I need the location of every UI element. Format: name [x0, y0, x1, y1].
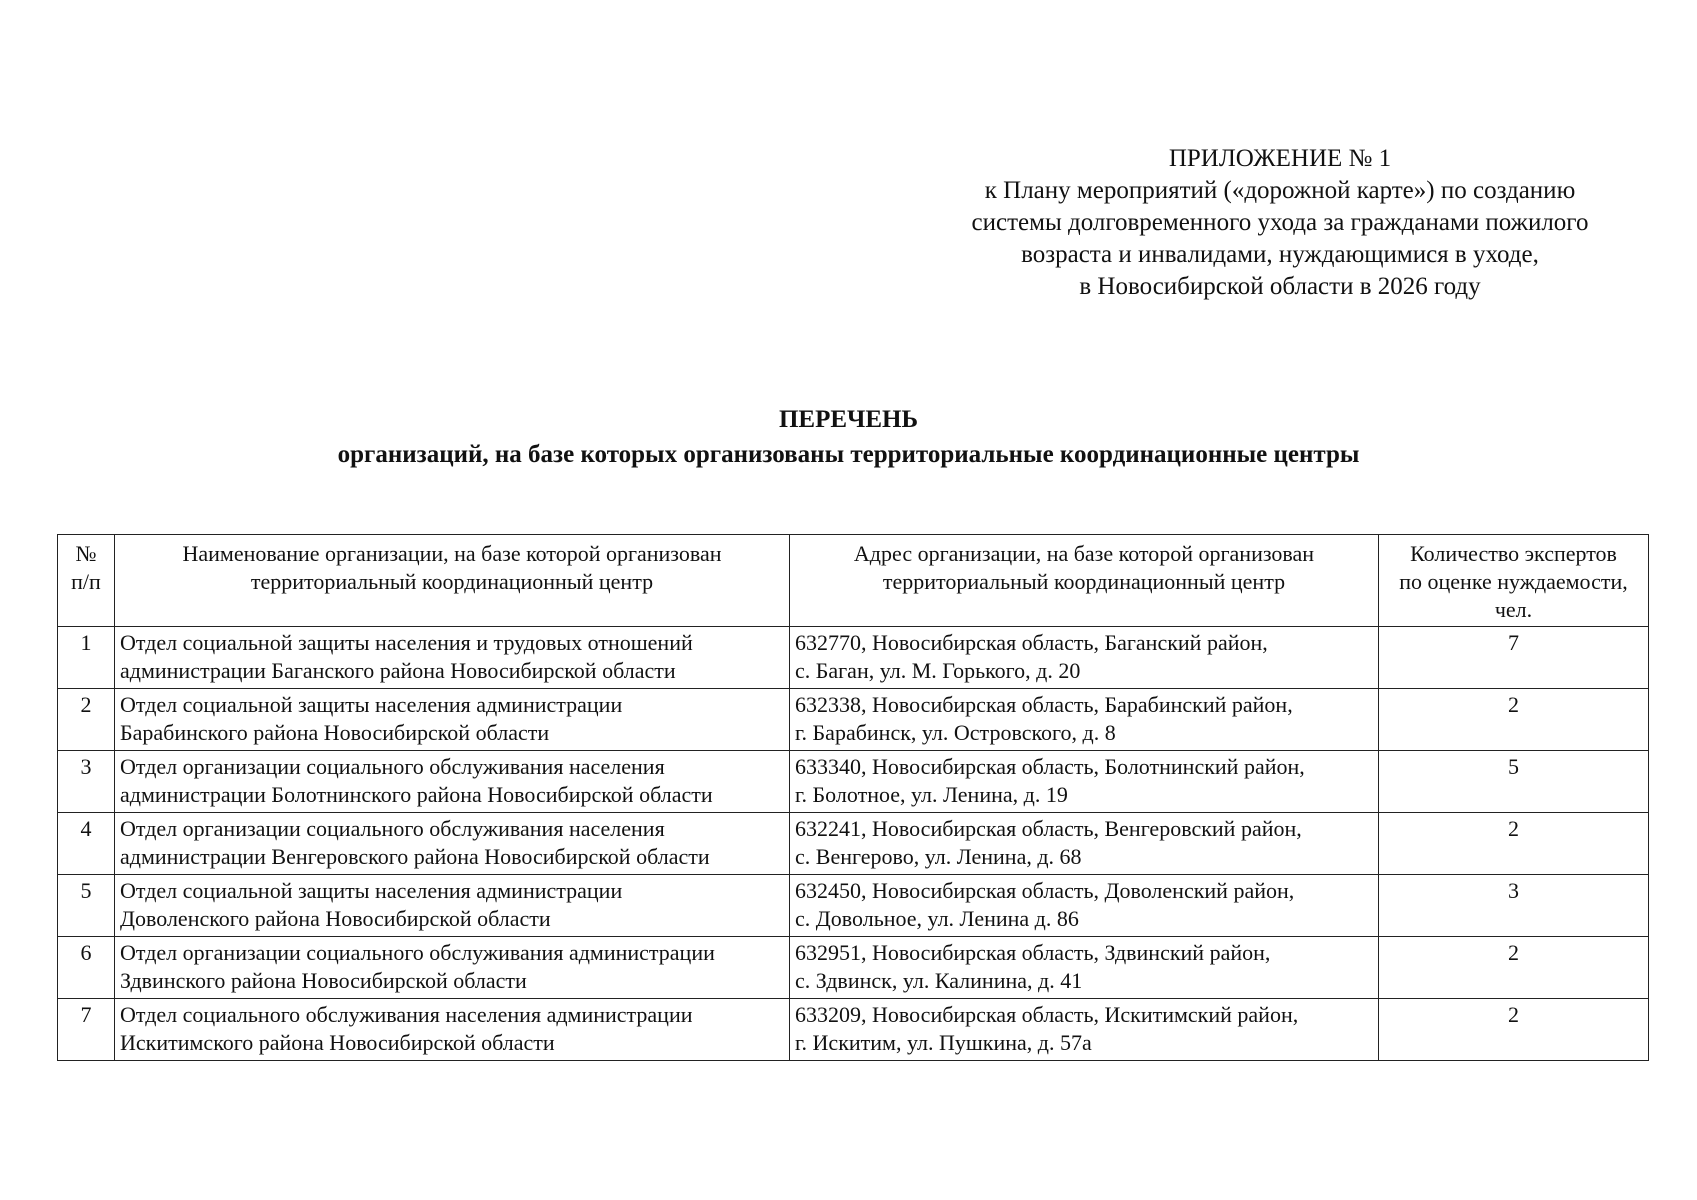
header-num-line: п/п [71, 569, 101, 594]
address-line: 632951, Новосибирская область, Здвинский район, [795, 940, 1271, 965]
row-address [790, 689, 1379, 751]
organizations-table [57, 534, 1649, 1061]
header-experts-line: Количество экспертов [1410, 541, 1617, 566]
table-row [58, 751, 1649, 813]
name-line: Отдел социальной защиты населения и трудовых отношений [120, 630, 693, 655]
header-experts [1379, 535, 1649, 627]
row-address [790, 813, 1379, 875]
document-heading [0, 402, 1697, 472]
address-line: 632770, Новосибирская область, Баганский район, [795, 630, 1268, 655]
name-line: Доволенского района Новосибирской области [120, 906, 551, 931]
name-line: Барабинского района Новосибирской области [120, 720, 550, 745]
row-num: 2 [58, 689, 115, 751]
address-line: с. Баган, ул. М. Горького, д. 20 [795, 658, 1081, 683]
address-line: 633340, Новосибирская область, Болотнинский район, [795, 754, 1305, 779]
header-address-line: Адрес организации, на базе которой организован [853, 541, 1315, 566]
row-organization-name [115, 875, 790, 937]
row-organization-name [115, 937, 790, 999]
address-line: с. Довольное, ул. Ленина д. 86 [795, 906, 1079, 931]
table-row [58, 937, 1649, 999]
appendix-line: системы долговременного ухода за гражданами пожилого [971, 209, 1589, 236]
appendix-line: в Новосибирской области в 2026 году [1079, 273, 1481, 300]
name-line: Отдел организации социального обслуживания населения [120, 754, 665, 779]
name-line: Здвинского района Новосибирской области [120, 968, 527, 993]
name-line: Отдел социальной защиты населения администрации [120, 878, 623, 903]
row-experts-count: 5 [1379, 751, 1649, 813]
appendix-block [905, 143, 1655, 303]
appendix-line: возраста и инвалидами, нуждающимися в уходе, [1021, 241, 1539, 268]
header-name [115, 535, 790, 627]
row-organization-name [115, 813, 790, 875]
row-organization-name [115, 627, 790, 689]
name-line: Отдел социального обслуживания населения администрации [120, 1002, 693, 1027]
appendix-line: к Плану мероприятий («дорожной карте») по созданию [984, 177, 1576, 204]
address-line: 632338, Новосибирская область, Барабинский район, [795, 692, 1293, 717]
row-address [790, 999, 1379, 1061]
row-num: 1 [58, 627, 115, 689]
row-organization-name [115, 999, 790, 1061]
row-experts-count: 2 [1379, 937, 1649, 999]
address-line: г. Барабинск, ул. Островского, д. 8 [795, 720, 1116, 745]
header-name-line: Наименование организации, на базе которой организован [182, 541, 722, 566]
name-line: администрации Баганского района Новосибирской области [120, 658, 676, 683]
row-num: 5 [58, 875, 115, 937]
header-address [790, 535, 1379, 627]
row-experts-count: 2 [1379, 689, 1649, 751]
header-num-line: № [75, 541, 97, 566]
header-address-line: территориальный координационный центр [882, 569, 1286, 594]
header-num [58, 535, 115, 627]
address-line: 633209, Новосибирская область, Искитимский район, [795, 1002, 1299, 1027]
row-experts-count: 2 [1379, 999, 1649, 1061]
address-line: г. Болотное, ул. Ленина, д. 19 [795, 782, 1068, 807]
row-organization-name [115, 689, 790, 751]
table-row [58, 689, 1649, 751]
header-experts-line: чел. [1494, 597, 1533, 622]
table-row [58, 999, 1649, 1061]
table-row [58, 813, 1649, 875]
name-line: Искитимского района Новосибирской области [120, 1030, 555, 1055]
row-num: 3 [58, 751, 115, 813]
name-line: администрации Венгеровского района Новосибирской области [120, 844, 710, 869]
name-line: администрации Болотнинского района Новосибирской области [120, 782, 713, 807]
header-experts-line: по оценке нуждаемости, [1399, 569, 1628, 594]
row-organization-name [115, 751, 790, 813]
row-num: 4 [58, 813, 115, 875]
appendix-title: ПРИЛОЖЕНИЕ № 1 [1168, 145, 1392, 172]
address-line: с. Венгерово, ул. Ленина, д. 68 [795, 844, 1082, 869]
table-header-row [58, 535, 1649, 627]
row-address [790, 751, 1379, 813]
row-address [790, 937, 1379, 999]
header-name-line: территориальный координационный центр [250, 569, 654, 594]
row-address [790, 627, 1379, 689]
table-row [58, 627, 1649, 689]
name-line: Отдел организации социального обслуживания администрации [120, 940, 715, 965]
address-line: с. Здвинск, ул. Калинина, д. 41 [795, 968, 1083, 993]
document-title: ПЕРЕЧЕНЬ [778, 406, 919, 433]
name-line: Отдел организации социального обслуживания населения [120, 816, 665, 841]
document-subtitle: организаций, на базе которых организованы территориальные координационные центры [337, 441, 1360, 468]
row-address [790, 875, 1379, 937]
row-experts-count: 3 [1379, 875, 1649, 937]
name-line: Отдел социальной защиты населения администрации [120, 692, 623, 717]
row-experts-count: 7 [1379, 627, 1649, 689]
row-experts-count: 2 [1379, 813, 1649, 875]
address-line: 632450, Новосибирская область, Доволенский район, [795, 878, 1295, 903]
address-line: 632241, Новосибирская область, Венгеровский район, [795, 816, 1302, 841]
address-line: г. Искитим, ул. Пушкина, д. 57а [795, 1030, 1092, 1055]
row-num: 6 [58, 937, 115, 999]
table-row [58, 875, 1649, 937]
row-num: 7 [58, 999, 115, 1061]
